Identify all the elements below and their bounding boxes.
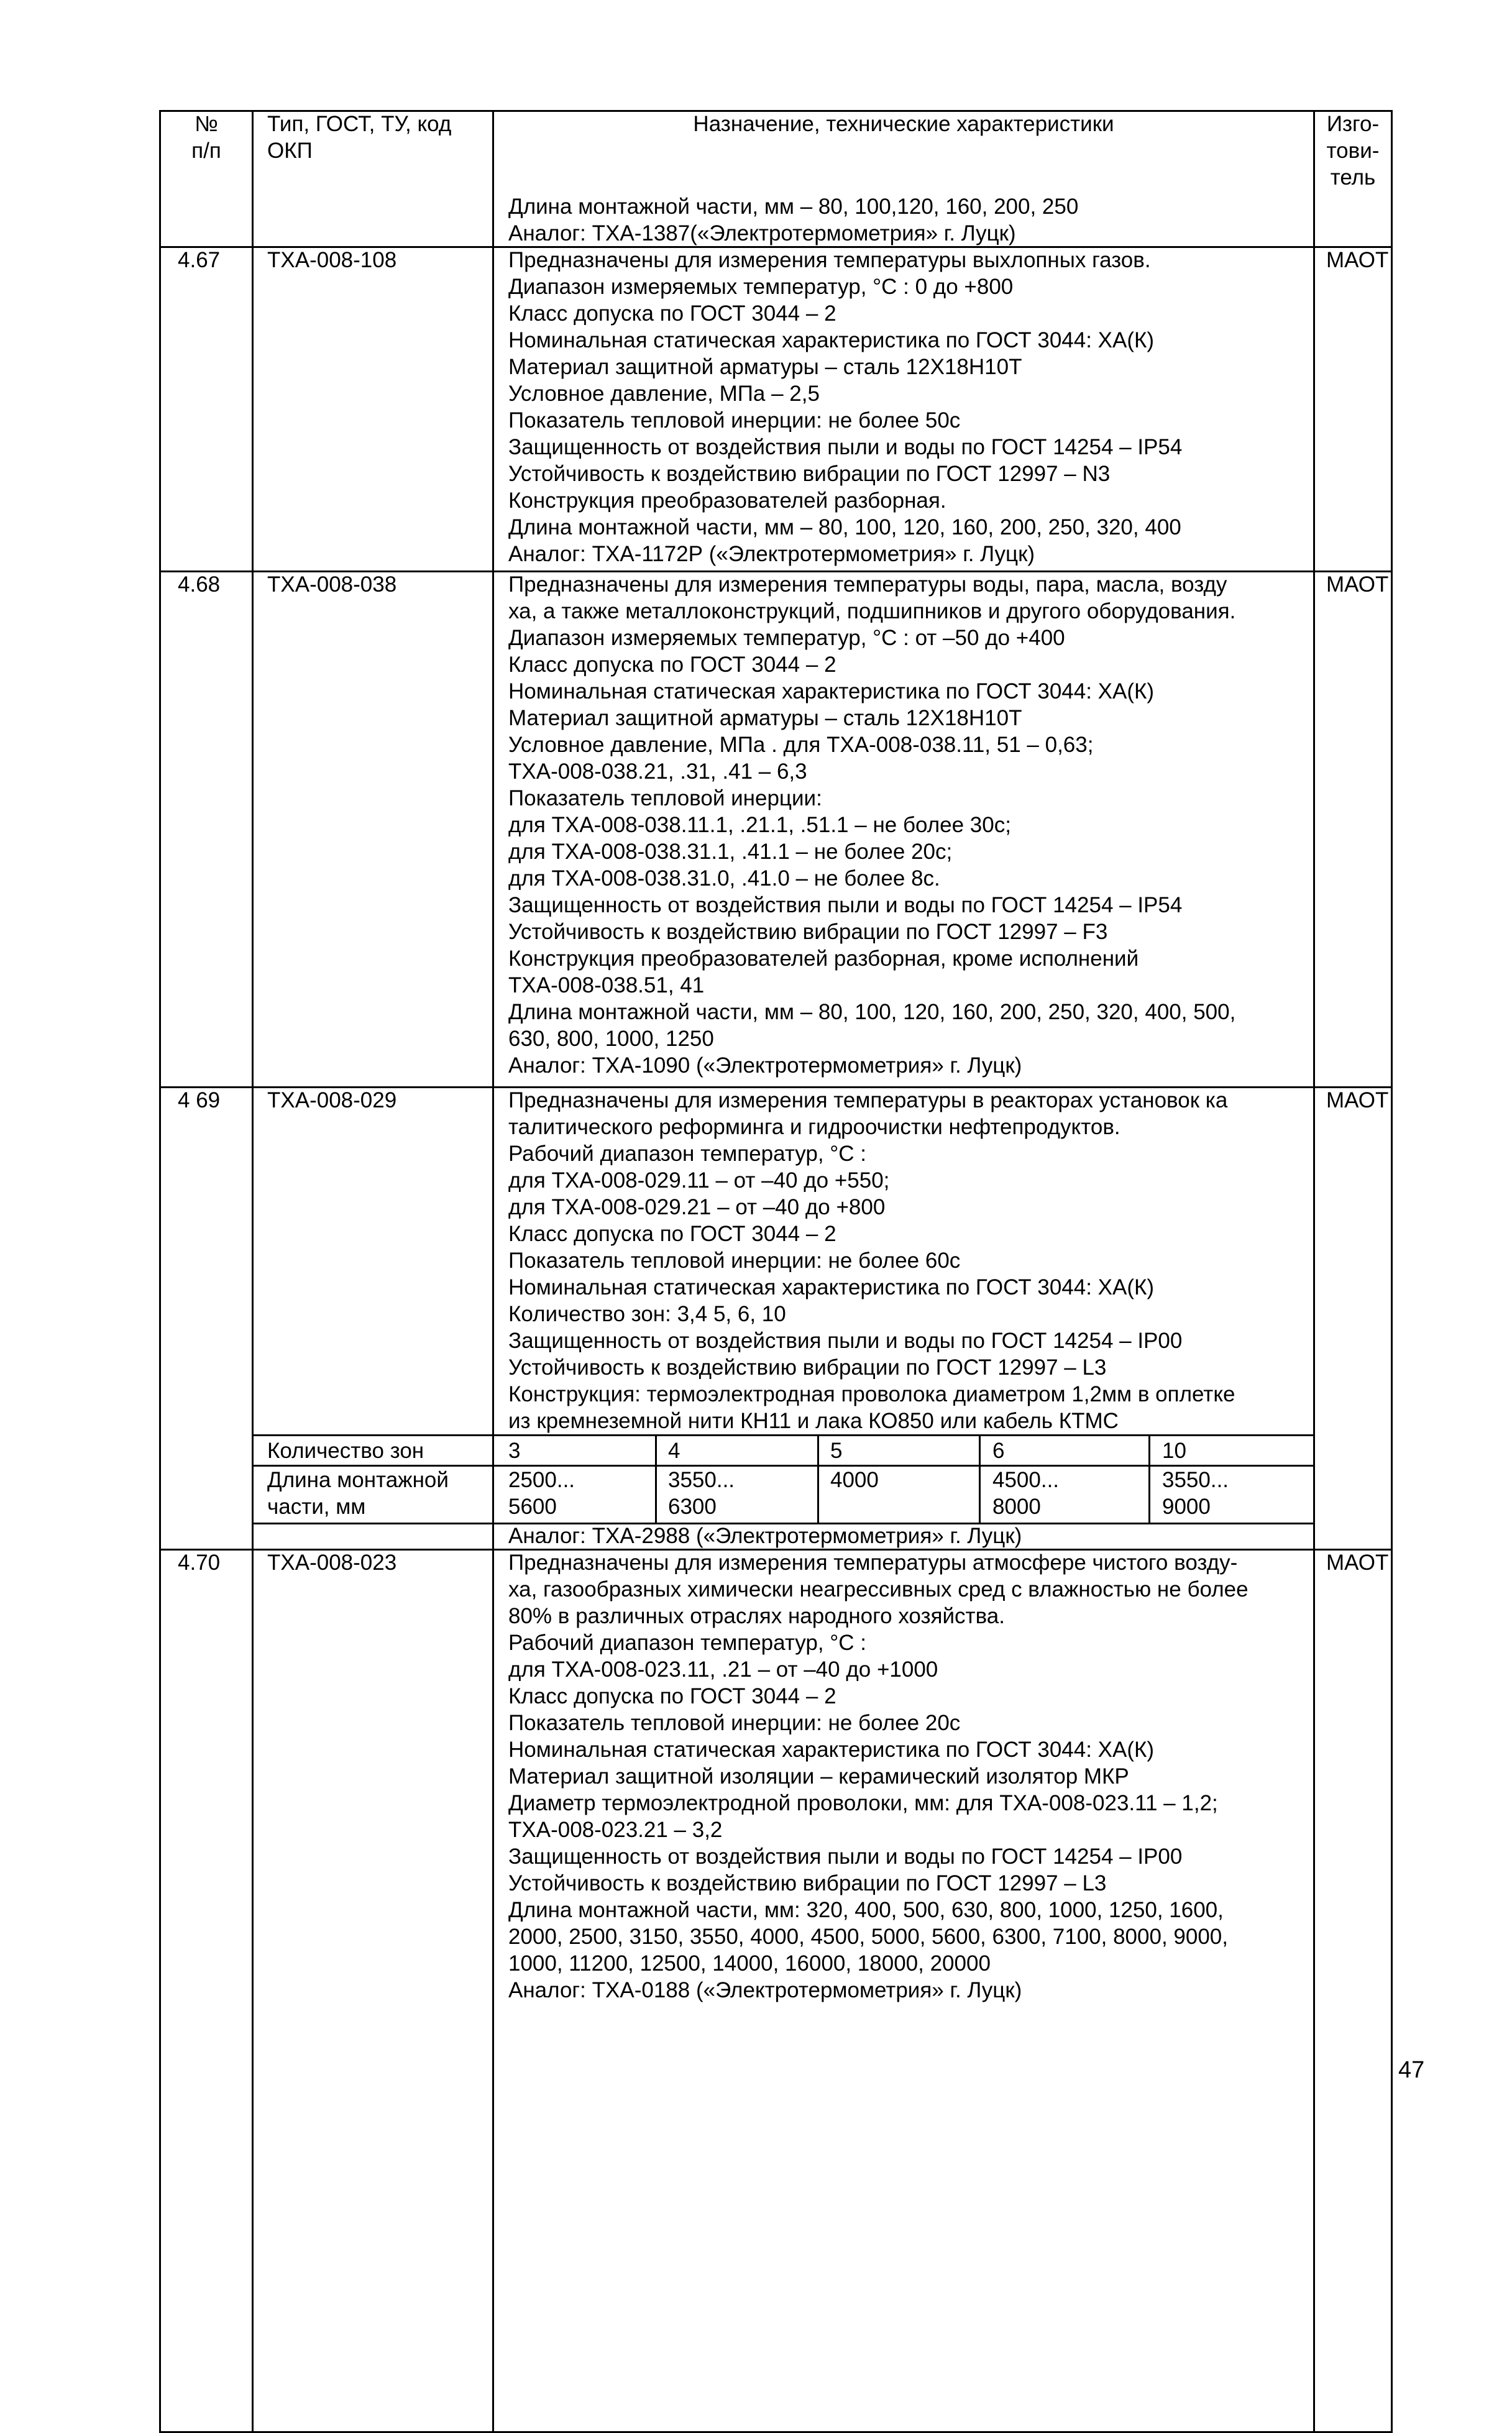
zone-cell: 10 [1162, 1439, 1186, 1463]
table-border-right [1391, 110, 1393, 2433]
page-number: 47 [1398, 2057, 1425, 2083]
item-analog: Аналог: ТХА-2988 («Электротермометрия» г. Луцк) [508, 1524, 1022, 1548]
header-type: Тип, ГОСТ, ТУ, код ОКП [267, 112, 452, 163]
zones-table-top [252, 1434, 1315, 1436]
zone-cell: 6 [992, 1439, 1005, 1463]
item-maker: МАОТ [1326, 248, 1389, 272]
length-cell: 4500... 8000 [992, 1468, 1060, 1519]
zones-col-divider [655, 1434, 657, 1524]
zone-cell: 5 [830, 1439, 843, 1463]
item-maker: МАОТ [1326, 572, 1389, 597]
item-number: 4.70 [178, 1551, 221, 1575]
item-description: Предназначены для измерения температуры атмосфере чистого возду- ха, газообразных химически неагрессивных сред с влажностью не более 80% в различных отраслях народного хозяйства. Рабочий диапазон температур, °С : для ТХА-008-023.11, .21 – от –40 до +1000 Класс допуска по ГОСТ 3044 – 2 Показатель тепловой инерции: не более 20с Номинальная статическая характеристика по ГОСТ 3044: ХА(К) Материал защитной изоляции – керамический изолятор МКР Диаметр термоэлектродной проволоки, мм: для ТХА-008-023.11 – 1,2; ТХА-008-023.21 – 3,2 Защищенность от воздействия пыли и воды по ГОСТ 14254 – IP00 Устойчивость к воздействию вибрации по ГОСТ 12997 – L3 Длина монтажной части, мм: 320, 400, 500, 630, 800, 1000, 1250, 1600, 2000, 2500, 3150, 3550, 4000, 4500, 5000, 5600, 6300, 7100, 8000, 9000, 1000, 11200, 12500, 14000, 16000, 18000, 20000 Аналог: ТХА-0188 («Электротермометрия» г. Луцк) [508, 1551, 1249, 2002]
zone-cell: 4 [668, 1439, 680, 1463]
zones-row-label: Количество зон [267, 1439, 424, 1463]
item-description: Предназначены для измерения температуры воды, пара, масла, возду ха, а также металлоконструкций, подшипников и другого оборудования. Диапазон измеряемых температур, °С : от –50 до +400 Класс допуска по ГОСТ 3044 – 2 Номинальная статическая характеристика по ГОСТ 3044: ХА(К) Материал защитной арматуры – сталь 12Х18Н10Т Условное давление, МПа . для ТХА-008-038.11, 51 – 0,63; ТХА-008-038.21, .31, .41 – 6,3 Показатель тепловой инерции: для ТХА-008-038.11.1, .21.1, .51.1 – не более 30с; для ТХА-008-038.31.1, .41.1 – не более 20с; для ТХА-008-038.31.0, .41.0 – не более 8с. Защищенность от воздействия пыли и воды по ГОСТ 14254 – IP54 Устойчивость к воздействию вибрации по ГОСТ 12997 – F3 Конструкция преобразователей разборная, кроме исполнений ТХА-008-038.51, 41 Длина монтажной части, мм – 80, 100, 120, 160, 200, 250, 320, 400, 500, 630, 800, 1000, 1250 Аналог: ТХА-1090 («Электротермометрия» г. Луцк) [508, 572, 1236, 1078]
item-type: ТХА-008-029 [267, 1088, 397, 1112]
item-maker: МАОТ [1326, 1551, 1389, 1575]
item-number: 4 69 [178, 1088, 221, 1112]
zones-col-divider [1148, 1434, 1150, 1524]
item-type: ТХА-008-023 [267, 1551, 397, 1575]
item-description: Предназначены для измерения температуры выхлопных газов. Диапазон измеряемых температур, °С : 0 до +800 Класс допуска по ГОСТ 3044 – 2 Номинальная статическая характеристика по ГОСТ 3044: ХА(К) Материал защитной арматуры – сталь 12Х18Н10Т Условное давление, МПа – 2,5 Показатель тепловой инерции: не более 50с Защищенность от воздействия пыли и воды по ГОСТ 14254 – IP54 Устойчивость к воздействию вибрации по ГОСТ 12997 – N3 Конструкция преобразователей разборная. Длина монтажной части, мм – 80, 100, 120, 160, 200, 250, 320, 400 Аналог: ТХА-1172Р («Электротермометрия» г. Луцк) [508, 248, 1183, 566]
length-cell: 3550... 6300 [668, 1468, 735, 1519]
item-type: ТХА-008-038 [267, 572, 397, 597]
length-cell: 4000 [830, 1468, 879, 1492]
item-number: 4.68 [178, 572, 221, 597]
zones-col-divider [979, 1434, 981, 1524]
length-cell: 2500... 5600 [508, 1468, 575, 1519]
item-maker: МАОТ [1326, 1088, 1389, 1112]
header-description: Назначение, технические характеристики [693, 112, 1114, 136]
zones-col-divider [817, 1434, 819, 1524]
item-number: 4.67 [178, 248, 221, 272]
continuation-text: Длина монтажной части, мм – 80, 100,120, 160, 200, 250 Аналог: ТХА-1387(«Электротермометрия» г. Луцк) [508, 195, 1079, 245]
zone-cell: 3 [508, 1439, 521, 1463]
length-row-label: Длина монтажной части, мм [267, 1468, 449, 1519]
col-divider-1 [252, 110, 254, 2433]
item-description: Предназначены для измерения температуры в реакторах установок ка талитического реформинга и гидроочистки нефтепродуктов. Рабочий диапазон температур, °С : для ТХА-008-029.11 – от –40 до +550; для ТХА-008-029.21 – от –40 до +800 Класс допуска по ГОСТ 3044 – 2 Показатель тепловой инерции: не более 60с Номинальная статическая характеристика по ГОСТ 3044: ХА(К) Количество зон: 3,4 5, 6, 10 Защищенность от воздействия пыли и воды по ГОСТ 14254 – IP00 Устойчивость к воздействию вибрации по ГОСТ 12997 – L3 Конструкция: термоэлектродная проволока диаметром 1,2мм в оплетке из кремнеземной нити КН11 и лака КО850 или кабель КТМС [508, 1088, 1235, 1433]
header-num: № п/п [191, 112, 221, 163]
col-divider-3 [1313, 110, 1315, 2433]
table-border-left [159, 110, 161, 2433]
item-type: ТХА-008-108 [267, 248, 397, 272]
header-maker: Изго- тови- тель [1326, 112, 1380, 190]
length-cell: 3550... 9000 [1162, 1468, 1229, 1519]
col-divider-2 [492, 110, 494, 2433]
